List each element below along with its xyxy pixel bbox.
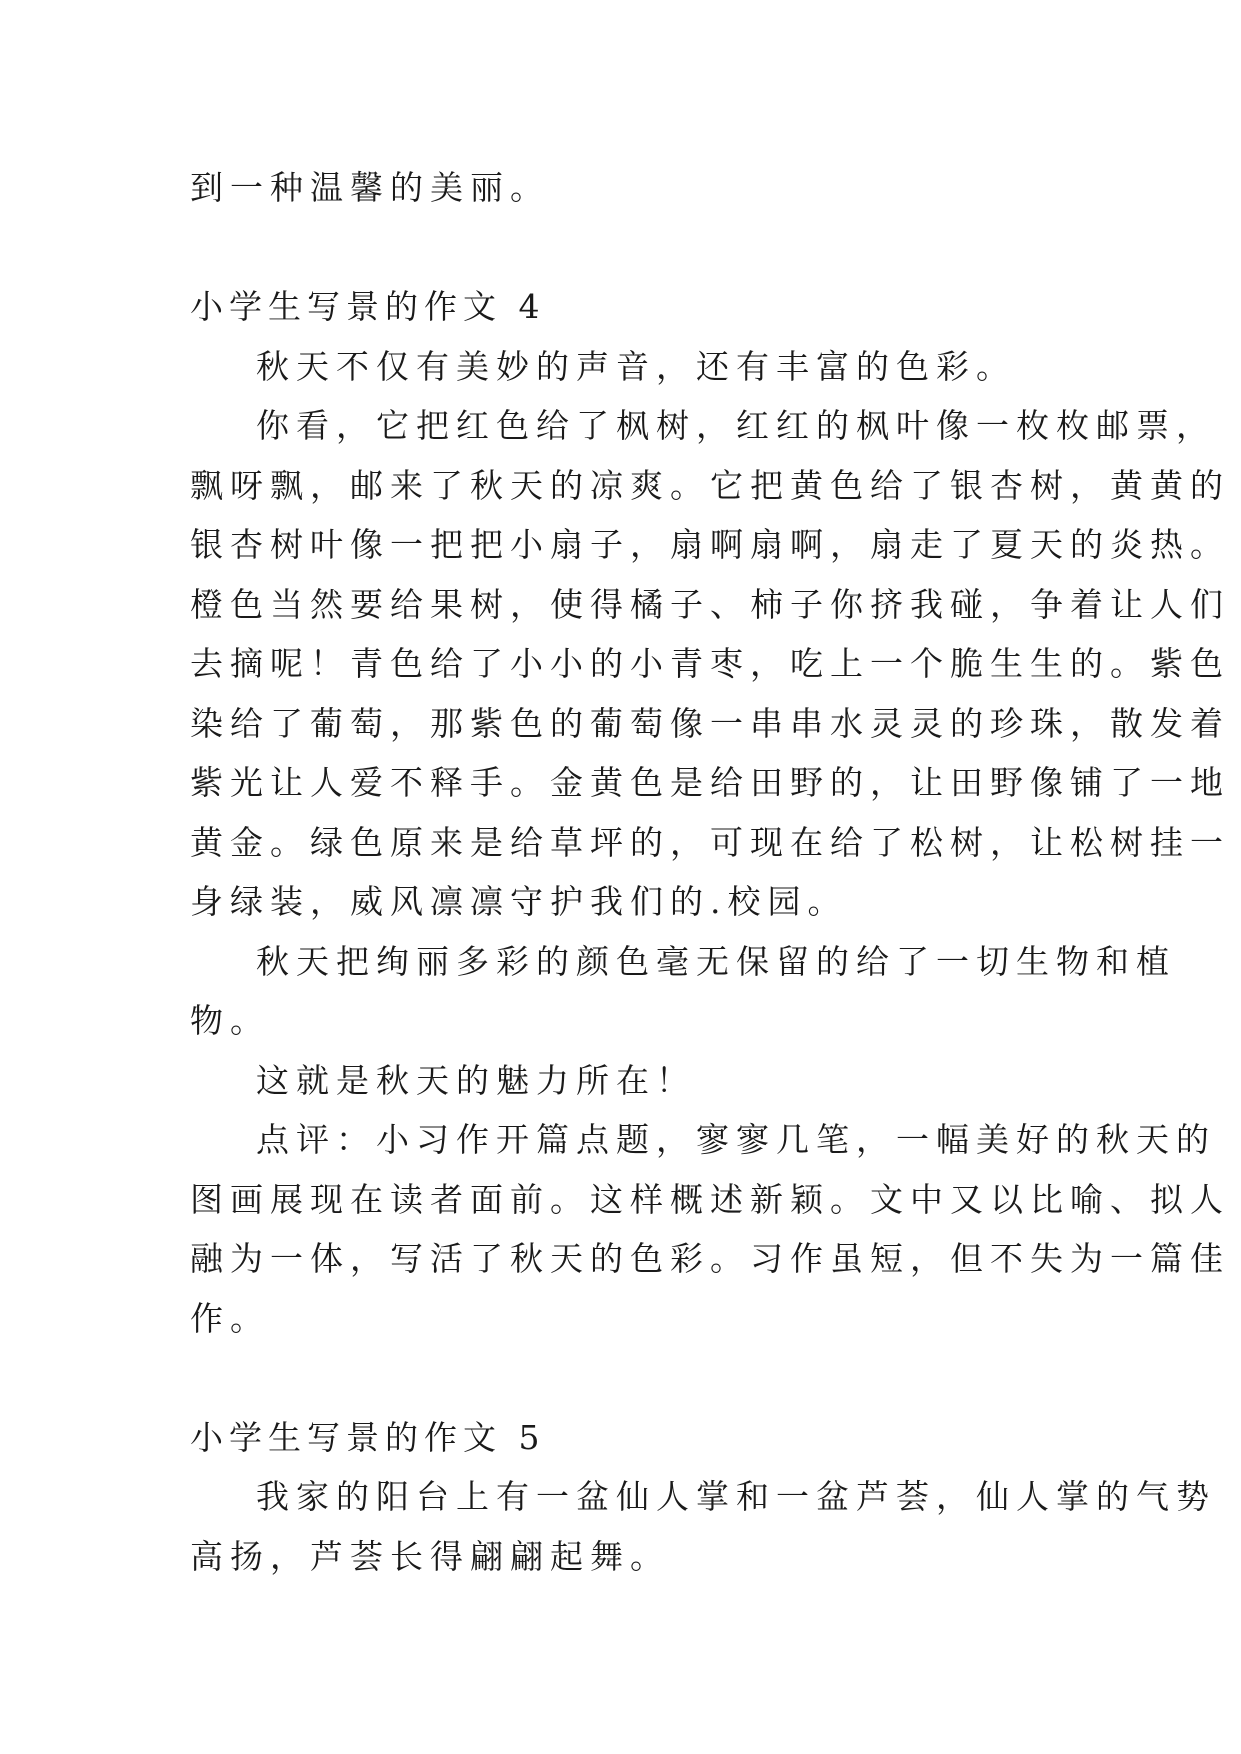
paragraph <box>190 1110 1230 1348</box>
paragraph-line: 黄金。绿色原来是给草坪的，可现在给了松树，让松树挂一 <box>190 822 1230 862</box>
paragraph-line: 作。 <box>190 1298 270 1338</box>
paragraph-line: 融为一体，写活了秋天的色彩。习作虽短，但不失为一篇佳 <box>190 1239 1230 1278</box>
paragraph-line: 飘呀飘，邮来了秋天的凉爽。它把黄色给了银杏树，黄黄的 <box>190 465 1230 505</box>
paragraph <box>190 1467 1216 1586</box>
paragraph-line: 图画展现在读者面前。这样概述新颖。文中又以比喻、拟人 <box>190 1179 1230 1219</box>
paragraph-line: 身绿装，威风凛凛守护我们的.校园。 <box>190 882 848 921</box>
section-spacer <box>190 1348 1070 1408</box>
document-body <box>190 158 1230 1586</box>
paragraph-line: 银杏树叶像一把把小扇子，扇啊扇啊，扇走了夏天的炎热。 <box>190 525 1230 564</box>
paragraph-line: 点评：小习作开篇点题，寥寥几笔，一幅美好的秋天的 <box>256 1120 1216 1159</box>
section-title: 小学生写景的作文 4 <box>190 287 546 326</box>
paragraph-line: 秋天不仅有美妙的声音，还有丰富的色彩。 <box>256 346 1016 386</box>
paragraph-line: 这就是秋天的魅力所在！ <box>256 1060 696 1100</box>
paragraph-line: 高扬，芦荟长得翩翩起舞。 <box>190 1536 670 1576</box>
section-spacer <box>190 218 1070 278</box>
paragraph-line: 物。 <box>190 1001 270 1040</box>
paragraph-continuation: 到一种温馨的美丽。 <box>190 168 550 207</box>
paragraph <box>190 932 1176 1051</box>
paragraph-line: 去摘呢！青色给了小小的小青枣，吃上一个脆生生的。紫色 <box>190 644 1230 683</box>
paragraph-line: 秋天把绚丽多彩的颜色毫无保留的给了一切生物和植 <box>256 941 1176 981</box>
paragraph-line: 紫光让人爱不释手。金黄色是给田野的，让田野像铺了一地 <box>190 763 1230 802</box>
paragraph-line: 橙色当然要给果树，使得橘子、柿子你挤我碰，争着让人们 <box>190 584 1230 624</box>
paragraph-line: 我家的阳台上有一盆仙人掌和一盆芦荟，仙人掌的气势 <box>256 1477 1216 1516</box>
paragraph-line: 染给了葡萄，那紫色的葡萄像一串串水灵灵的珍珠，散发着 <box>190 703 1230 743</box>
paragraph <box>190 1051 1070 1111</box>
paragraph <box>190 337 1070 397</box>
paragraph <box>190 396 1230 932</box>
paragraph-line: 你看，它把红色给了枫树，红红的枫叶像一枚枚邮票， <box>256 406 1216 445</box>
section-title: 小学生写景的作文 5 <box>190 1417 546 1457</box>
